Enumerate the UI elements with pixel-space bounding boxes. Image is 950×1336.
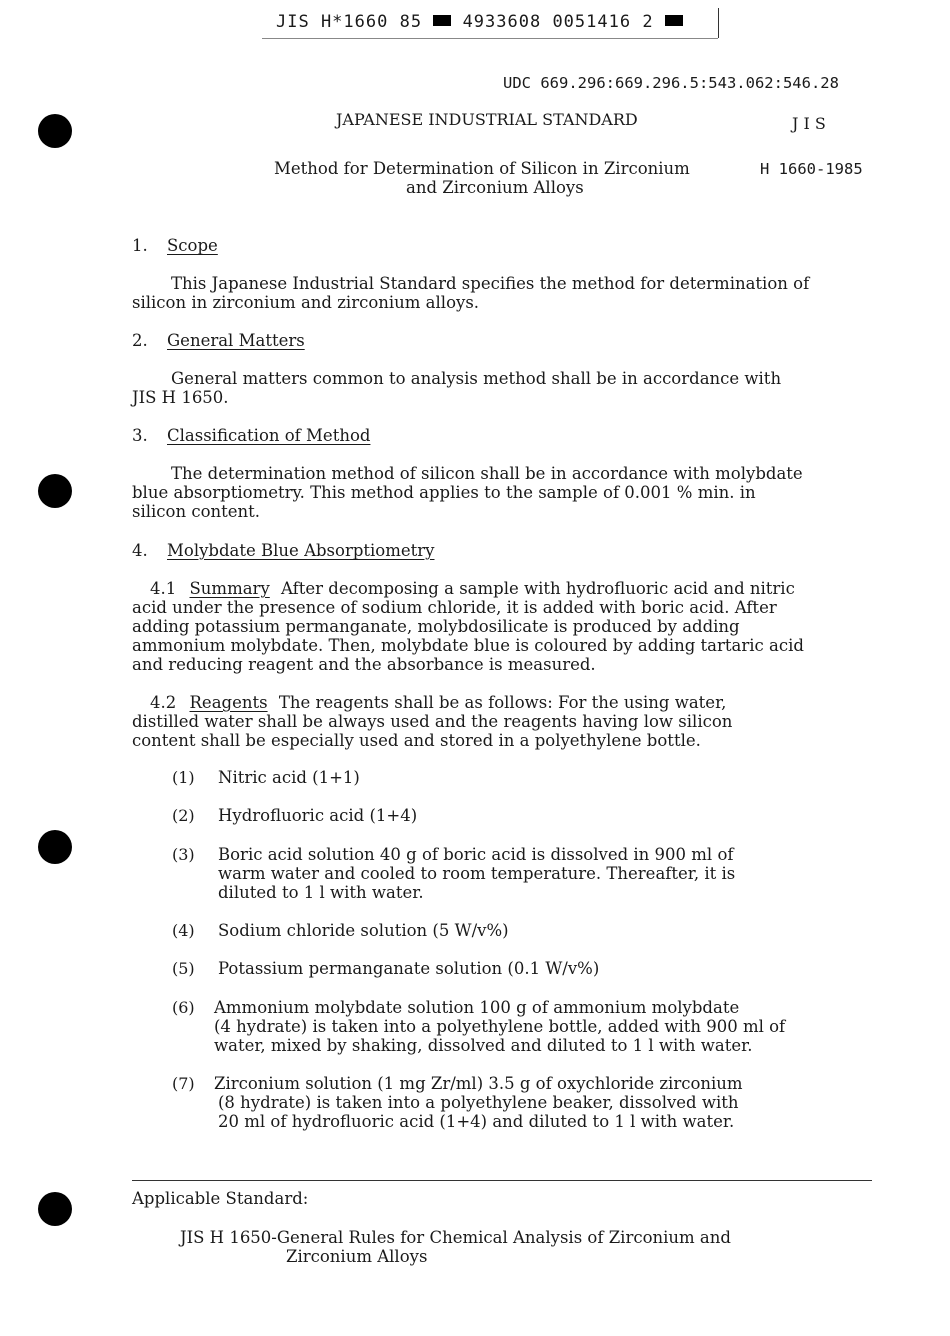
subsection-title: Summary (189, 579, 270, 598)
subsection-number: 4.2 (150, 693, 177, 712)
subsection-4-1-line-4: ammonium molybdate. Then, molybdate blue is coloured by adding tartaric acid (132, 636, 804, 655)
applicable-standard-line-2: Zirconium Alloys (286, 1247, 428, 1266)
reagent-number: (6) (172, 998, 195, 1017)
subsection-4-2-line-2: distilled water shall be always used and the reagents having low silicon (132, 712, 733, 731)
reagent-text-line: warm water and cooled to room temperature. Thereafter, it is (218, 864, 736, 883)
reagent-text-line: Boric acid solution 40 g of boric acid is dissolved in 900 ml of (218, 845, 734, 864)
reagent-item-7 (0, 1074, 950, 1134)
header-code-middle: 4933608 0051416 2 (462, 12, 654, 32)
subsection-4-1-line-1 (150, 579, 795, 598)
reagent-text-line: Zirconium solution (1 mg Zr/ml) 3.5 g of oxychloride zirconium (214, 1074, 743, 1093)
barcode-block-icon (665, 15, 683, 26)
reagent-text-line: 20 ml of hydrofluoric acid (1+4) and diluted to 1 l with water. (218, 1112, 735, 1131)
section-title: General Matters (167, 331, 305, 350)
reagent-item-1 (0, 768, 950, 788)
section-number: 1. (132, 236, 148, 255)
subsection-4-1-line-3: adding potassium permanganate, molybdosilicate is produced by adding (132, 617, 740, 636)
subsection-4-1-line-2: acid under the presence of sodium chloride, it is added with boric acid. After (132, 598, 777, 617)
barcode-block-icon (433, 15, 451, 26)
reagent-number: (7) (172, 1074, 195, 1093)
section-title: Classification of Method (167, 426, 371, 445)
reagent-text-line: Potassium permanganate solution (0.1 W/v%) (218, 959, 600, 978)
section-3-text-line-1: The determination method of silicon shall be in accordance with molybdate (171, 464, 803, 483)
section-3-text-line-3: silicon content. (132, 502, 261, 521)
title-line-1: Method for Determination of Silicon in Zirconium (274, 159, 690, 178)
applicable-standard-line-1: JIS H 1650-General Rules for Chemical Analysis of Zirconium and (180, 1228, 731, 1247)
punch-hole-1 (38, 114, 72, 148)
header-code (276, 12, 683, 32)
reagent-number: (5) (172, 959, 195, 978)
applicable-standard-label: Applicable Standard: (132, 1189, 309, 1208)
reagent-text-line: water, mixed by shaking, dissolved and diluted to 1 l with water. (214, 1036, 753, 1055)
standard-number: H 1660-1985 (760, 160, 863, 178)
subsection-text: The reagents shall be as follows: For the using water, (278, 693, 727, 712)
reagent-number: (4) (172, 921, 195, 940)
section-number: 3. (132, 426, 148, 445)
reagent-item-3 (0, 845, 950, 905)
section-4-heading (132, 541, 435, 560)
udc-code: UDC 669.296:669.296.5:543.062:546.28 (503, 74, 839, 92)
reagent-item-2 (0, 806, 950, 826)
punch-hole-2 (38, 474, 72, 508)
reagent-text-line: Hydrofluoric acid (1+4) (218, 806, 418, 825)
section-1-text-line-1: This Japanese Industrial Standard specifies the method for determination of (171, 274, 810, 293)
subsection-text: After decomposing a sample with hydrofluoric acid and nitric (281, 579, 795, 598)
reagent-text-line: Sodium chloride solution (5 W/v%) (218, 921, 509, 940)
standard-name: JAPANESE INDUSTRIAL STANDARD (336, 110, 638, 129)
reagent-number: (3) (172, 845, 195, 864)
section-number: 4. (132, 541, 148, 560)
section-1-heading (132, 236, 218, 255)
section-2-text-line-1: General matters common to analysis method shall be in accordance with (171, 369, 782, 388)
reagent-item-5 (0, 959, 950, 979)
reagent-item-6 (0, 998, 950, 1058)
section-title: Scope (167, 236, 218, 255)
section-1-text-line-2: silicon in zirconium and zirconium alloys. (132, 293, 480, 312)
subsection-number: 4.1 (150, 579, 177, 598)
reagent-text-line: (4 hydrate) is taken into a polyethylene bottle, added with 900 ml of (214, 1017, 786, 1036)
jis-mark: J I S (792, 114, 826, 133)
subsection-4-2-line-3: content shall be especially used and stored in a polyethylene bottle. (132, 731, 701, 750)
header-code-underline (262, 38, 718, 39)
title-line-2: and Zirconium Alloys (406, 178, 584, 197)
reagent-number: (2) (172, 806, 195, 825)
reagent-text-line: (8 hydrate) is taken into a polyethylene beaker, dissolved with (218, 1093, 739, 1112)
section-number: 2. (132, 331, 148, 350)
subsection-4-2-line-1 (150, 693, 726, 712)
reagent-text-line: Ammonium molybdate solution 100 g of ammonium molybdate (214, 998, 740, 1017)
footer-divider (132, 1180, 872, 1181)
subsection-4-1-line-5: and reducing reagent and the absorbance is measured. (132, 655, 596, 674)
reagent-text-line: Nitric acid (1+1) (218, 768, 360, 787)
punch-hole-4 (38, 1192, 72, 1226)
reagent-text-line: diluted to 1 l with water. (218, 883, 424, 902)
header-code-prefix: JIS H*1660 85 (276, 12, 423, 32)
section-2-heading (132, 331, 305, 350)
reagent-number: (1) (172, 768, 195, 787)
reagent-item-4 (0, 921, 950, 941)
section-title: Molybdate Blue Absorptiometry (167, 541, 435, 560)
section-3-text-line-2: blue absorptiometry. This method applies to the sample of 0.001 % min. in (132, 483, 756, 502)
section-3-heading (132, 426, 370, 445)
subsection-title: Reagents (189, 693, 268, 712)
section-2-text-line-2: JIS H 1650. (132, 388, 229, 407)
